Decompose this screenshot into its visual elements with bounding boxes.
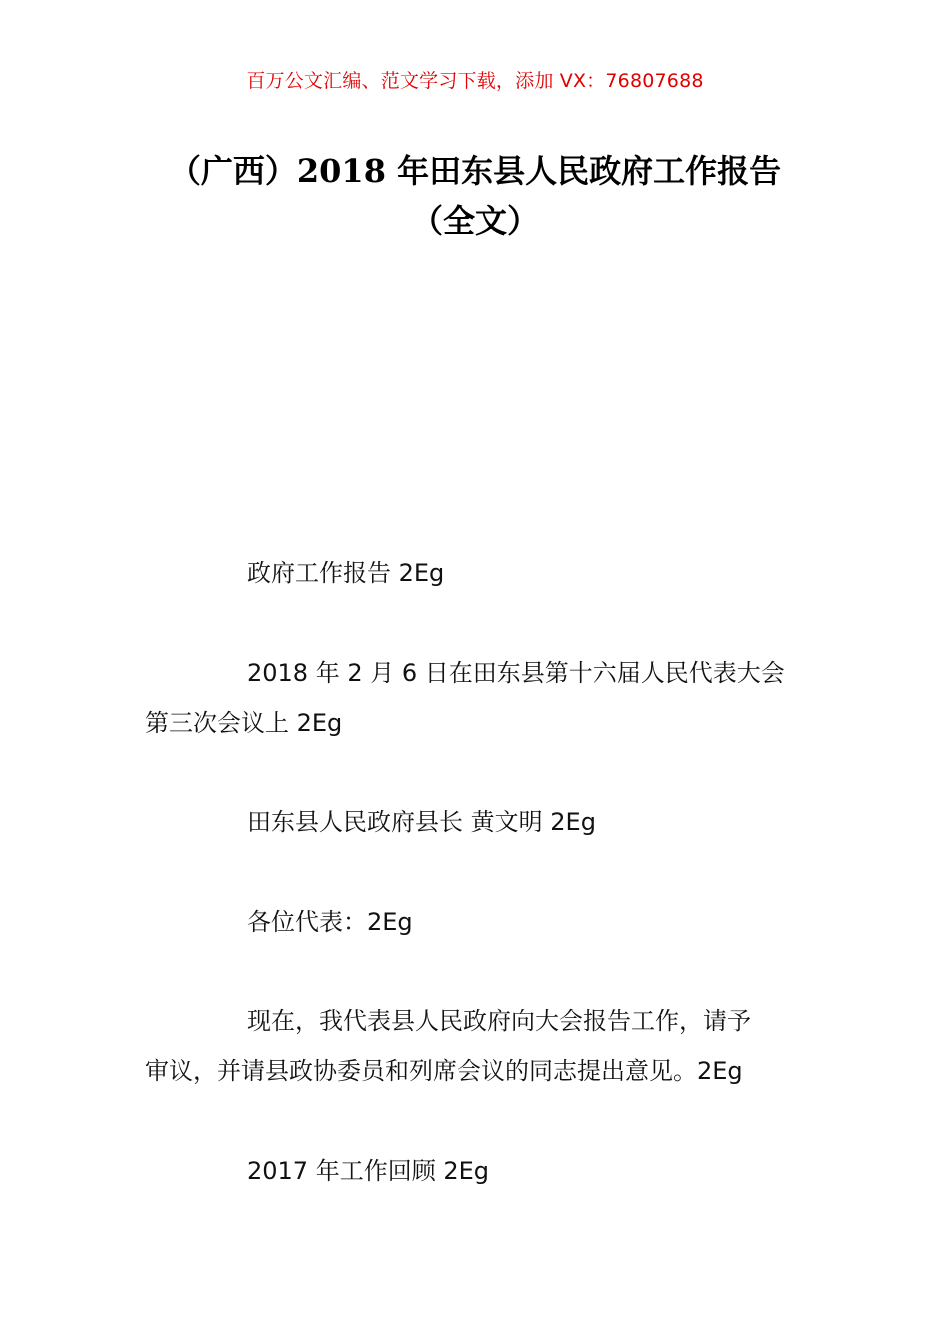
title-line-1: （广西）2018 年田东县人民政府工作报告 (168, 152, 782, 190)
paragraph-line: 审议，并请县政协委员和列席会议的同志提出意见。2Eg (145, 1057, 743, 1085)
paragraph-report-label (145, 548, 810, 598)
paragraph-meeting-date (145, 648, 810, 748)
paragraph-author (145, 797, 810, 847)
paragraph-line: 田东县人民政府县长 黄文明 2Eg (247, 808, 596, 836)
paragraph-line: 2017 年工作回顾 2Eg (247, 1157, 490, 1185)
paragraph-salutation (145, 897, 810, 947)
document-title (130, 146, 820, 246)
header-banner: 百万公文汇编、范文学习下载，添加 VX：76807688 (246, 70, 704, 92)
paragraph-opening (145, 996, 810, 1096)
paragraph-line: 现在，我代表县人民政府向大会报告工作，请予 (247, 1007, 751, 1035)
paragraph-line: 第三次会议上 2Eg (145, 709, 343, 737)
section-heading-review (145, 1146, 810, 1196)
paragraph-line: 政府工作报告 2Eg (247, 559, 445, 587)
paragraph-line: 各位代表：2Eg (247, 908, 413, 936)
title-line-2: （全文） (410, 202, 539, 240)
paragraph-line: 2018 年 2 月 6 日在田东县第十六届人民代表大会 (247, 659, 785, 687)
